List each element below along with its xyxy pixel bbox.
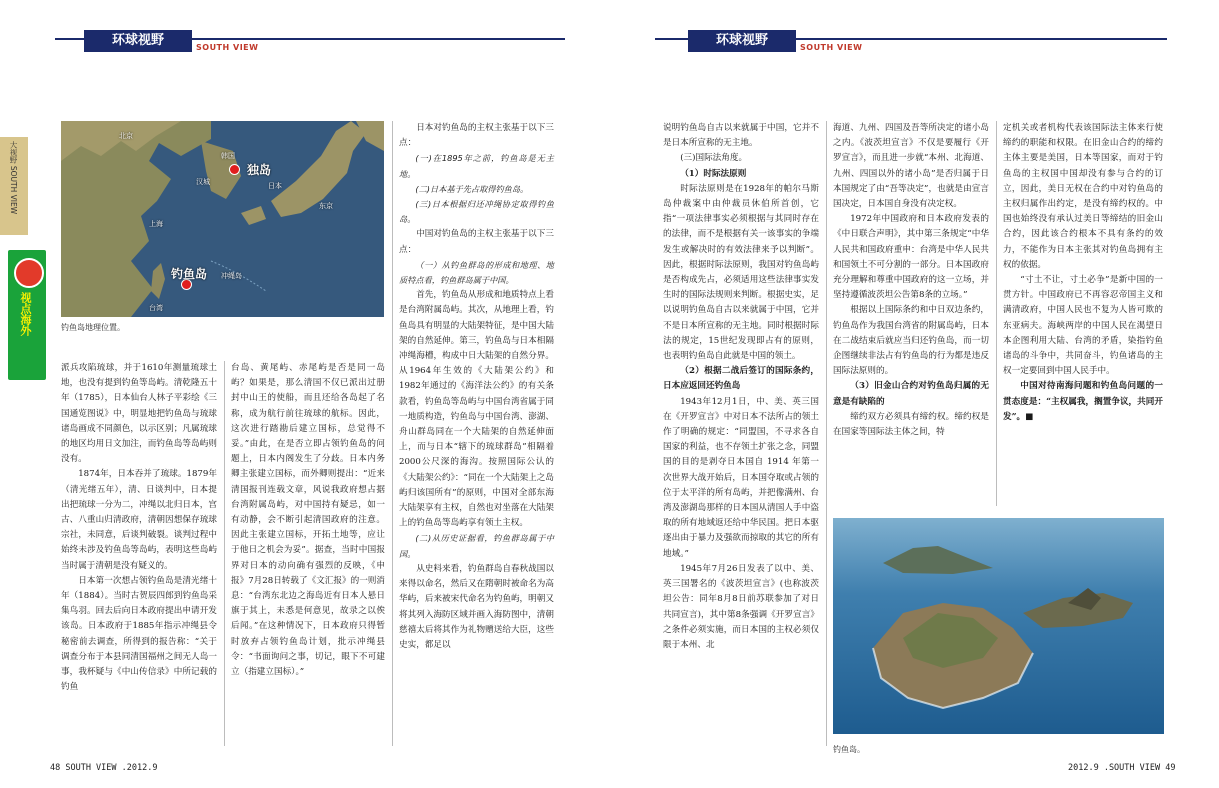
left-col-2: [231, 361, 385, 680]
paragraph: 中国对钓鱼岛的主权主张基于以下三点：: [399, 229, 554, 255]
left-col-3: [399, 121, 554, 653]
island-photo: [833, 518, 1164, 734]
map-figure: [61, 121, 384, 317]
island-photo-graphic: [833, 518, 1164, 734]
left-folio: 48 SOUTH VIEW .2012.9: [50, 763, 158, 773]
side-tab-category: [0, 137, 28, 235]
right-folio: 2012.9 .SOUTH VIEW 49: [1068, 763, 1176, 773]
paragraph: 派兵攻陷琉球，并于1610年测量琉球土地，也没有提到钓鱼等岛屿。清乾隆五十年（1785），日本仙台人林子平彩绘《三国通览图说》中，明显地把钓鱼岛与琉球诸岛画成不同颜色，以示区别；凡属琉球的地区均用日文加注，而钓鱼岛等岛屿则没有。: [61, 363, 217, 465]
map-label-beijing: 北京: [119, 132, 133, 140]
map-label-seoul: 汉城: [196, 178, 210, 186]
paragraph: 时际法原则是在1928年的帕尔马斯岛仲裁案中由仲裁员休伯所首创，它指“一项法律事实必须根据与其同时存在的法律，而不是根据有关一该事实的争端发生或解决时的有效法律来予以判断”。因此，根据时际法原则，我国对钓鱼岛屿是否构成先占，必须适用这些法律事实发生时的国际法规则来判断。根据史实，足以说明钓鱼岛自古以来就属于中国，它并不是日本所宣称的无主地。同时根据时际法的规定，15世纪发现即占有的原则，也表明钓鱼岛自此就是中国的领土。: [663, 183, 819, 362]
cn-claim-point: （一）从钓鱼群岛的形成和地理、地质特点看，钓鱼群岛属于中国。: [399, 259, 554, 286]
column-divider: [224, 361, 225, 746]
left-col-1: [61, 361, 217, 695]
right-col-1: [663, 121, 819, 653]
paragraph-closing: 中国对待南海问题和钓鱼岛问题的一贯态度是：“主权属我，搁置争议，共同开发”。■: [1003, 381, 1163, 422]
jp-claim-point: (一)在1895年之前，钓鱼岛是无主地。: [399, 153, 554, 179]
paragraph: 1972年中国政府和日本政府发表的《中日联合声明》，其中第三条规定“中华人民共和国政府重申：台湾是中华人民共和国领土不可分割的一部分。日本国政府充分理解和尊重中国政府的这一立场，并坚持遵循波茨坦公告第8条的立场。”: [833, 214, 989, 301]
column-divider: [996, 121, 997, 506]
paragraph: 定机关或者机构代表该国际法主体来行使缔约的职能和权限。在旧金山合约的缔约主体主要是美国，日本等国家，而对于钓鱼岛的主权国中国却没有参与合约的订立，因此，美日无权在合约中对钓鱼岛的主权归属作出约定，是没有缔约权的。中国也始终没有承认过美日等缔结的旧金山合约，因此该合约根本不具有条约的效力，不能作为日本主张其对钓鱼岛拥有主权的依据。: [1003, 123, 1163, 270]
paragraph: “寸土不让，寸土必争”是新中国的一贯方针。中国政府已不再容忍帝国主义和满清政府，中国人民也不复为人皆可欺的东亚病夫。海峡两岸的中国人民在渴望日本企图利用大陆、台湾的矛盾，染指钓鱼诸岛的斗争中，共同奋斗，钓鱼诸岛的主权一定要回到中国人民手中。: [1003, 275, 1163, 377]
dokdo-marker: [229, 164, 240, 175]
photo-caption: 钓鱼岛。: [833, 745, 865, 754]
paragraph: 台岛、黄尾屿、赤尾屿是否是同一岛屿？如果是，那么清国不仅已派出过册封中山王的使船，而且还给各岛起了名称，成为航行前往琉球的航标。因此，这次进行踏勘后建立国标，总觉得不妥。”由此，在是否立即占领钓鱼岛的问题上，日本内阁发生了分歧。日本内务卿主张建立国标，而外卿则提出：“近来清国报刊连载文章，风说我政府想占据台湾附属岛屿，对中国持有疑忌，如一有动静，会不断引起清国政府的注意。因此主张建立国标，开拓土地等，应让于他日之机会为妥”。据查，当时中国报界对日本的动向确有强烈的反映，《申报》7月28日转载了《文汇报》的一则消息：“台湾东北边之海岛近有日本人悬日旗于其上，未悉是何意见，故录之以俟后闻。”在这种情况下，日本政府只得暂时放弃占领钓鱼岛计划，批示冲绳县令：“书面询问之事，切记，眼下不可建立（指建立国标）。”: [231, 363, 385, 678]
right-col-2: [833, 121, 989, 440]
subheading: （3）旧金山合约对钓鱼岛归属的无意是有缺陷的: [833, 381, 989, 407]
right-section-subtitle: SOUTH VIEW: [800, 43, 863, 52]
cn-claim-point: (二)从历史证据看，钓鱼群岛属于中国。: [399, 533, 554, 559]
paragraph: 海道、九州、四国及吾等所决定的诸小岛之内。《波茨坦宣言》不仅是要履行《开罗宣言》，而且进一步就“本州、北海道、九州、四国以外的诸小岛”是否归属于日本国规定了由“吾等决定”，也就是由宣言国决定，日本国自身没有决定权。: [833, 123, 989, 210]
map-label-tokyo: 东京: [319, 202, 333, 210]
right-col-3: [1003, 121, 1163, 425]
map-label-shanghai: 上海: [149, 220, 163, 228]
side-tab-category-label: 大视野 SOUTH VIEW: [9, 141, 18, 215]
paragraph: 1874年，日本吞并了琉球。1879年（清光绪五年），清、日谈判中，日本提出把琉球一分为二，冲绳以北归日本，宫古、八重山归清政府，清朝因想保存琉球宗社，未同意，后谈判破裂。谈判过程中始终未涉及钓鱼岛等岛屿，表明这些岛屿当时属于清朝是没有疑义的。: [61, 469, 217, 571]
paragraph: 从史料来看，钓鱼群岛自春秋战国以来得以命名，然后又在隋朝时被命名为高华屿，后来被宋代命名为钓鱼屿，明朝又将其列入海防区域并画入海防图中，清朝慈禧太后将其作为礼物赠送给大臣，这些史实，都足以: [399, 563, 554, 650]
paragraph: 首先，钓鱼岛从形成和地质特点上看是台湾附属岛屿。其次，从地理上看，钓鱼岛具有明显的大陆架特征，是中国大陆架的自然延伸。第三，钓鱼岛与日本相隔冲绳海槽，构成中日大陆架的自然分界。从1964年生效的《大陆架公约》和1982年通过的《海洋法公约》的有关条款看，钓鱼岛等岛屿与中国台湾省属于同一地质构造，钓鱼岛与中国台湾、澎湖、舟山群岛同在一个大陆架的自然延伸面上，而与日本“辖下的琉球群岛”相隔着2000公尺深的海沟。按照国际公认的《大陆架公约》：“同在一个大陆架上之岛屿归该国所有”的原则，中国对全部东海大陆架享有主权，自然也对坐落在大陆架上的钓鱼岛等岛屿享有领土主权。: [399, 290, 554, 529]
subheading: （2）根据二战后签订的国际条约，日本应返回还钓鱼岛: [663, 366, 819, 392]
paragraph: 缔约双方必须具有缔约权。缔约权是在国家等国际法主体之间，特: [833, 411, 989, 438]
subheading: （1）时际法原则: [680, 168, 747, 179]
paragraph: 日本对钓鱼岛的主权主张基于以下三点：: [399, 123, 554, 149]
map-label-japan: 日本: [268, 182, 282, 190]
paragraph: 说明钓鱼岛自古以来就属于中国，它并不是日本所宣称的无主地。: [663, 123, 819, 149]
map-label-okinawa: 冲绳岛: [221, 272, 242, 280]
left-section-subtitle: SOUTH VIEW: [196, 43, 259, 52]
right-section-title: 环球视野: [688, 30, 796, 52]
map-label-korea: 韩国: [221, 152, 235, 160]
side-tab-logo-label: 视点海外: [19, 292, 32, 336]
map-label-diaoyu: 钓鱼岛: [171, 267, 208, 281]
column-divider: [826, 121, 827, 746]
column-divider: [392, 121, 393, 746]
paragraph: 日本第一次想占领钓鱼岛是清光绪十年（1884）。当时古贺辰四郎到钓鱼岛采集鸟羽。回去后向日本政府提出申请开发该岛。日本政府于1885年指示冲绳县令秘密前去调查，所得到的报告称：“关于调查分布于本县同清国福州之间无人岛一事，我杯疑与《中山传信录》中所记载的钓鱼: [61, 575, 217, 693]
map-caption: 钓鱼岛地理位置。: [61, 323, 125, 332]
map-label-dokdo: 独岛: [247, 163, 272, 177]
jp-claim-point: (二)日本基于先占取得钓鱼岛。: [415, 183, 529, 194]
paragraph: 1943年12月1日，中、美、英三国在《开罗宣言》中对日本不法所占的领土作了明确的规定：“同盟国，不寻求各自国家的利益，也不存领土扩张之念，同盟国的目的是剥夺日本国自 1914 年第一次世界大战开始后，日本国夺取或占领的位于太平洋的所有岛屿，并把像满州、台湾及澎湖岛那样的日本国从清国人手中盗取的所有地域返还给中华民国。把日本驱逐出由于暴力及强欲而掠取的其它的所有地域。”: [663, 396, 819, 559]
map-label-taiwan: 台湾: [149, 304, 163, 312]
side-logo-emblem: [14, 258, 44, 288]
paragraph: (三)国际法角度。: [680, 153, 748, 164]
paragraph: 1945年7月26日发表了以中、美、英三国署名的《波茨坦宣言》(也称波茨坦公告：同年8月8日前苏联参加了对日共同宣言)，其中第8条强调《开罗宣言》之条件必须实施，而日本国的主权必须仅限于本州、北: [663, 563, 819, 650]
left-section-title: 环球视野: [84, 30, 192, 52]
jp-claim-point: (三)日本根据归还冲绳协定取得钓鱼岛。: [399, 199, 554, 225]
paragraph: 根据以上国际条约和中日双边条约，钓鱼岛作为我国台湾省的附属岛屿，日本在二战结束后就应当归还钓鱼岛，而一切企图继续非法占有钓鱼岛的行为都是违反国际法原则的。: [833, 305, 989, 377]
side-tab-logo: [8, 250, 46, 380]
